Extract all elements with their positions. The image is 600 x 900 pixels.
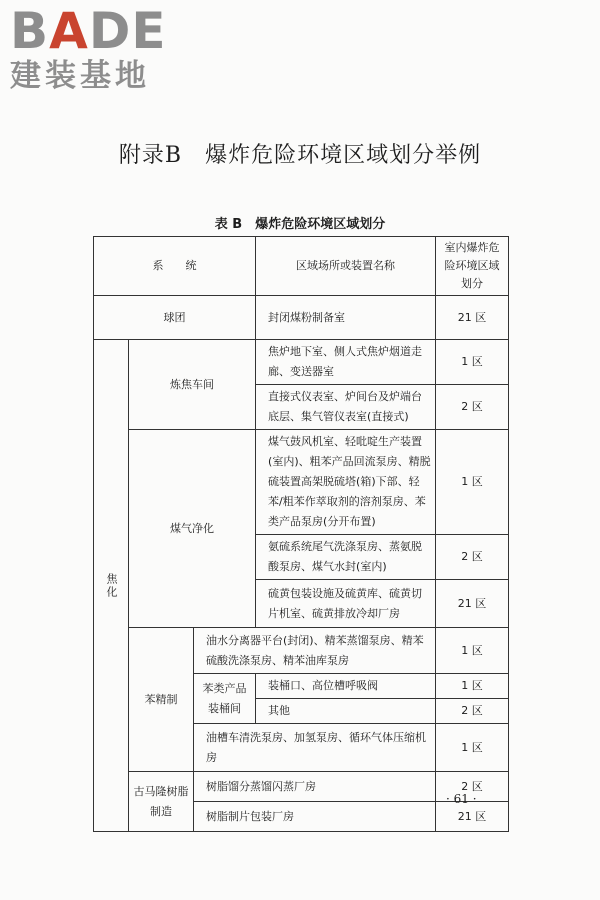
table-header-row — [94, 237, 509, 296]
table-row: 直接式仪表室、炉间台及炉端台底层、集气管仪表室(直接式) 2 区 — [94, 385, 509, 430]
appendix-title: 附录B 爆炸危险环境区域划分举例 — [118, 143, 482, 168]
logo-chinese: 建装基地 — [10, 58, 150, 94]
table-row: 硫黄包装设施及硫黄库、硫黄切片机室、硫黄排放冷却厂房 21 区 — [94, 580, 509, 628]
group-jiaohua: 焦化 — [94, 340, 129, 832]
subgroup-ben-packaging: 苯类产品装桶间 — [194, 674, 256, 724]
table-row: 树脂制片包装厂房 21 区 — [94, 802, 509, 832]
header-zone: 室内爆炸危险环境区域划分 — [436, 237, 509, 296]
table-row: 氨硫系统尾气洗涤泵房、蒸氨脱酸泵房、煤气水封(室内) 2 区 — [94, 535, 509, 580]
header-area: 区域场所或装置名称 — [256, 237, 436, 296]
page-number: · 61 · — [446, 792, 477, 806]
table-title: 表 B 爆炸危险环境区域划分 — [214, 217, 386, 232]
table-row: 其他 2 区 — [94, 699, 509, 724]
hazard-zone-table — [93, 236, 509, 832]
table-row: 古马隆树脂制造 树脂馏分蒸馏闪蒸厂房 2 区 — [94, 772, 509, 802]
table-row: 焦化 炼焦车间 焦炉地下室、侧人式焦炉烟道走廊、变送器室 1 区 — [94, 340, 509, 385]
logo-wordmark: BADE — [10, 2, 167, 60]
logo — [10, 2, 180, 98]
header-system: 系 统 — [94, 237, 256, 296]
table-row: 煤气净化 煤气鼓风机室、轻吡啶生产装置(室内)、粗苯产品回流泵房、精脱硫装置高架脱硫塔(箱)下部、轻苯/粗苯作萃取剂的溶剂泵房、苯类产品泵房(分开布置) 1 区 — [94, 430, 509, 535]
table-row: 球团 封闭煤粉制备室 21 区 — [94, 296, 509, 340]
table-row: 苯精制 油水分离器平台(封闭)、精苯蒸馏泵房、精苯硫酸洗涤泵房、精苯油库泵房 1 区 — [94, 628, 509, 674]
table-row: 苯类产品装桶间 装桶口、高位槽呼吸阀 1 区 — [94, 674, 509, 699]
table-row: 油槽车清洗泵房、加氢泵房、循环气体压缩机房 1 区 — [94, 724, 509, 772]
